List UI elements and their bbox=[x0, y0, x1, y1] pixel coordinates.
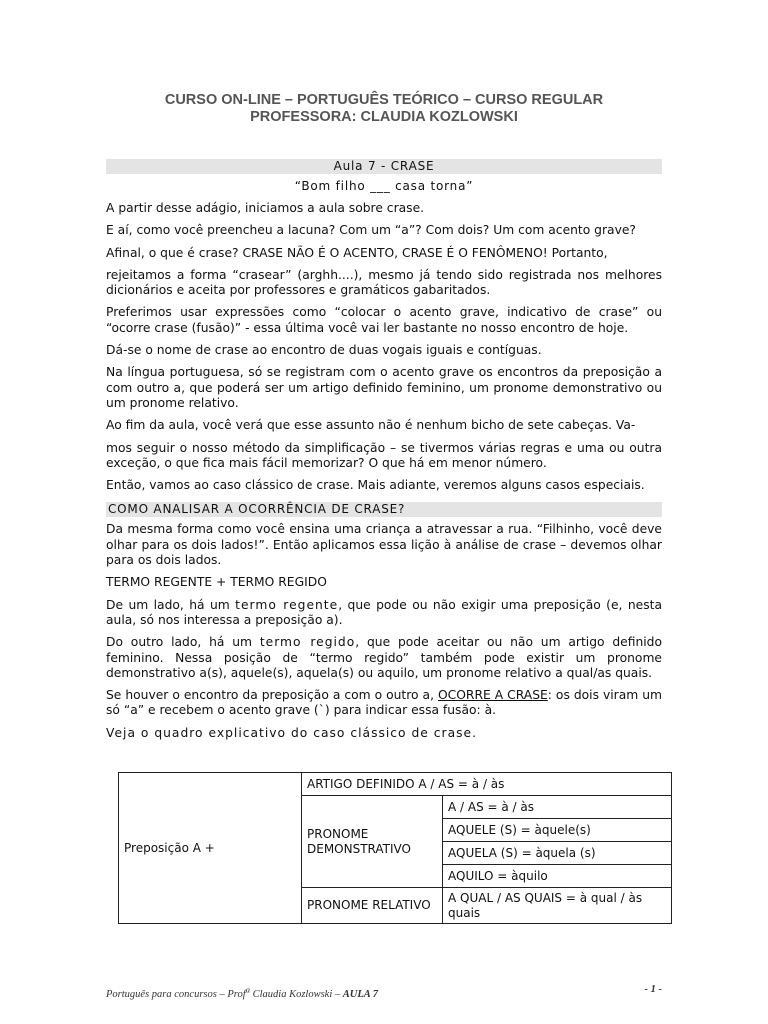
text-run: , que pode aceitar ou não um artigo definido feminino. Nessa posição de “termo regido” também pode existir um pronome demonstrativo a(s), aquele(s), aquela(s) ou aquilo, um pronome relativo a qual/as quais. bbox=[106, 635, 662, 680]
paragraph bbox=[106, 598, 662, 629]
paragraph: Então, vamos ao caso clássico de crase. Mais adiante, veremos alguns casos especiais. bbox=[106, 478, 645, 493]
table-pronome-rel-cell: PRONOME RELATIVO bbox=[302, 888, 443, 924]
paragraph: Na língua portuguesa, só se registram com o acento grave os encontros da preposição a com outro a, que poderá ser um artigo definido feminino, um pronome demonstrativo ou um pronome relativo. bbox=[106, 365, 662, 410]
table-cell: A / AS = à / às bbox=[443, 796, 672, 819]
table-cell: AQUELA (S) = àquela (s) bbox=[443, 842, 672, 865]
crase-table bbox=[118, 772, 672, 924]
paragraph: Veja o quadro explicativo do caso clássico de crase. bbox=[106, 725, 478, 740]
paragraph: Ao fim da aula, você verá que esse assunto não é nenhum bicho de sete cabeças. Va- bbox=[106, 418, 636, 433]
footer-lesson: AULA 7 bbox=[342, 988, 379, 1000]
paragraph: Dá-se o nome de crase ao encontro de duas vogais iguais e contíguas. bbox=[106, 343, 542, 358]
proverb: “Bom filho ___ casa torna” bbox=[294, 179, 474, 193]
table-cell: AQUELE (S) = àquele(s) bbox=[443, 819, 672, 842]
paragraph: mos seguir o nosso método da simplificação – se tivermos várias regras e uma ou outra exceção, o que fica mais fácil memorizar? O que há em menor número. bbox=[106, 440, 662, 470]
paragraph-terms: TERMO REGENTE + TERMO REGIDO bbox=[106, 575, 327, 590]
emphasis-term: termo regente bbox=[235, 597, 339, 612]
footer-text-b: Claudia Kozlowski – bbox=[249, 988, 343, 1000]
footer bbox=[106, 984, 662, 1000]
paragraph: Da mesma forma como você ensina uma criança a atravessar a rua. “Filhinho, você deve olhar para os dois lados!”. Então aplicamos essa lição à análise de crase – devemos olhar para os dois lados. bbox=[106, 522, 662, 568]
table-cell: AQUILO = àquilo bbox=[443, 865, 672, 888]
footer-text-a: Português para concursos – Prof bbox=[106, 988, 246, 1000]
paragraph bbox=[106, 635, 662, 681]
paragraph: rejeitamos a forma “crasear” (arghh....), mesmo já tendo sido registrada nos melhores dicionários e aceita por professores e gramáticos gabaritados. bbox=[106, 267, 662, 298]
text-run: : os dois viram um só “a” e recebem o acento grave (`) para indicar essa fusão: à. bbox=[106, 688, 662, 718]
paragraph: A partir desse adágio, iniciamos a aula sobre crase. bbox=[106, 201, 425, 215]
text-run: Do outro lado, há um bbox=[106, 635, 260, 650]
page-number: - 1 - bbox=[644, 984, 662, 995]
paragraph: E aí, como você preencheu a lacuna? Com um “a”? Com dois? Um com acento grave? bbox=[106, 223, 636, 238]
text-run: Se houver o encontro da preposição a com o outro a, bbox=[106, 688, 438, 703]
text-run: De um lado, há um bbox=[106, 597, 236, 612]
footer-sup: a bbox=[245, 984, 250, 994]
header-line-2: PROFESSORA: CLAUDIA KOZLOWSKI bbox=[250, 109, 518, 125]
table-pronome-dem-cell: PRONOME DEMONSTRATIVO bbox=[302, 796, 443, 888]
paragraph: Preferimos usar expressões como “colocar o acento grave, indicativo de crase” ou “ocorre crase (fusão)” - essa última você vai ler bastante no nosso encontro de hoje. bbox=[106, 305, 662, 335]
lesson-title: Aula 7 - CRASE bbox=[106, 159, 662, 174]
header-line-1: CURSO ON-LINE – PORTUGUÊS TEÓRICO – CURSO REGULAR bbox=[164, 92, 604, 108]
section-title: COMO ANALISAR A OCORRÊNCIA DE CRASE? bbox=[106, 502, 662, 517]
text-run: , que pode ou não exigir uma preposição (e, nesta aula, só nos interessa a preposição a). bbox=[106, 597, 662, 627]
table-cell: A QUAL / AS QUAIS = à qual / às quais bbox=[443, 888, 672, 924]
underlined-term: OCORRE A CRASE bbox=[437, 688, 548, 703]
footer-text bbox=[106, 984, 379, 1000]
emphasis-term: termo regido bbox=[259, 635, 356, 650]
table-artigo-cell: ARTIGO DEFINIDO A / AS = à / às bbox=[302, 773, 672, 796]
paragraph: Afinal, o que é crase? CRASE NÃO É O ACENTO, CRASE É O FENÔMENO! Portanto, bbox=[106, 245, 608, 260]
table-left-cell: Preposição A + bbox=[119, 773, 302, 924]
paragraph bbox=[106, 688, 662, 719]
document-page bbox=[106, 92, 662, 741]
